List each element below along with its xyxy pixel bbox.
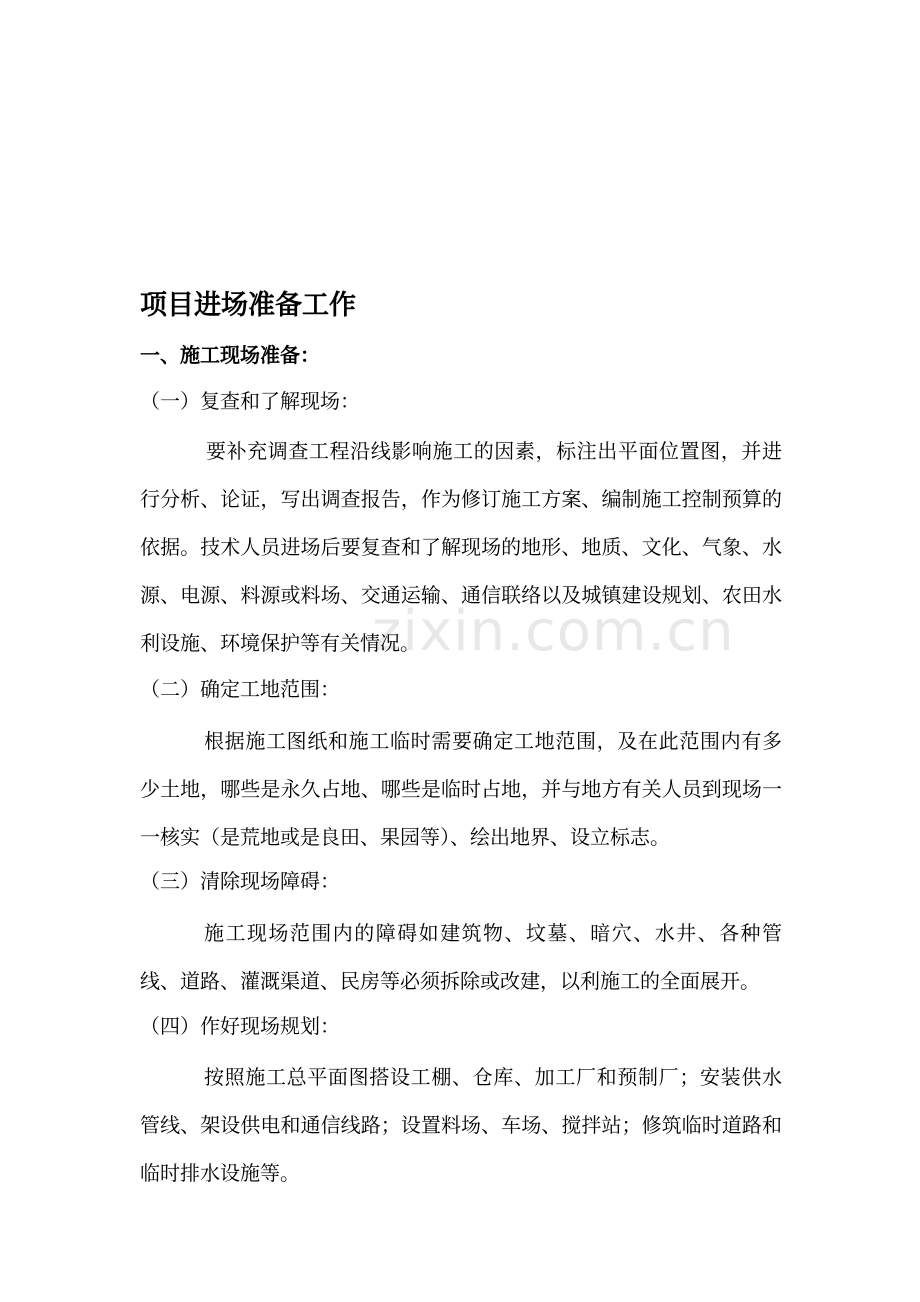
watermark: zixin.com.cn [372, 599, 735, 664]
subsection-body-2: 根据施工图纸和施工临时需要确定工地范围，及在此范围内有多少土地，哪些是永久占地、哪些是临时占地，并与地方有关人员到现场一一核实（是荒地或是良田、果园等）、绘出地界、设立标志。 [140, 729, 782, 849]
subsection-body-3: 施工现场范围内的障碍如建筑物、坟墓、暗穴、水井、各种管线、道路、灌溉渠道、民房等必须拆除或改建，以利施工的全面展开。 [140, 921, 782, 993]
subsection-heading-1: （一）复查和了解现场： [140, 389, 360, 413]
subsection-heading-2: （二）确定工地范围： [140, 677, 340, 701]
subsection-body-4: 按照施工总平面图搭设工棚、仓库、加工厂和预制厂；安装供水管线、架设供电和通信线路；设置料场、车场、搅拌站；修筑临时道路和临时排水设施等。 [140, 1065, 782, 1185]
section-heading: 一、施工现场准备： [140, 343, 320, 367]
document-title: 项目进场准备工作 [140, 290, 356, 321]
subsection-heading-3: （三）清除现场障碍： [140, 869, 340, 893]
subsection-body-1: 要补充调查工程沿线影响施工的因素，标注出平面位置图，并进行分析、论证，写出调查报告，作为修订施工方案、编制施工控制预算的依据。技术人员进场后要复查和了解现场的地形、地质、文化、气象、水源、电源、料源或料场、交通运输、通信联络以及城镇建设规划、农田水利设施、环境保护等有关情况。 [140, 439, 782, 655]
subsection-heading-4: （四）作好现场规划： [140, 1014, 340, 1038]
